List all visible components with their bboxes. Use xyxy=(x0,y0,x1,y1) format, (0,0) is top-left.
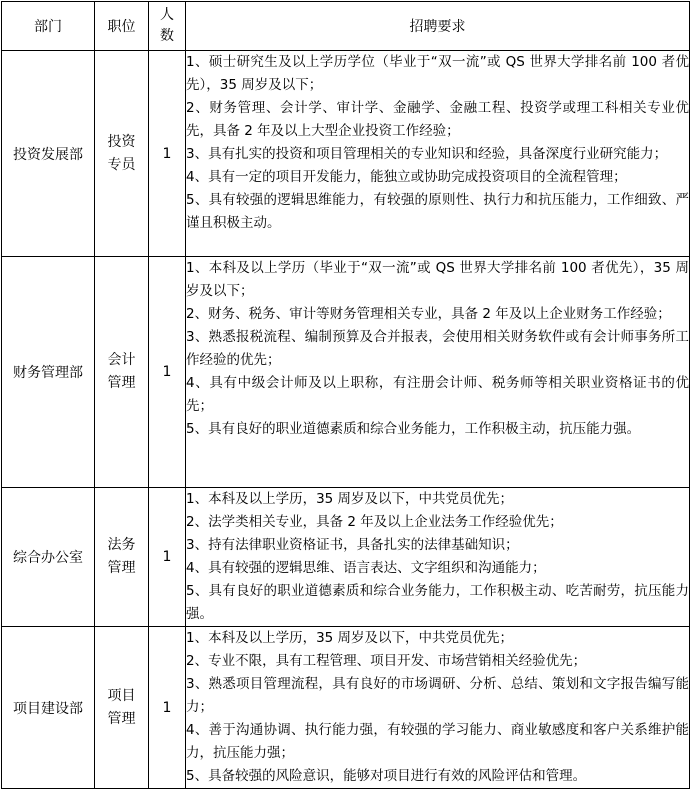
header-count-line2: 数 xyxy=(160,28,174,44)
count-cell: 1 xyxy=(149,51,186,257)
position-line2: 专员 xyxy=(107,156,136,173)
requirement-item: 2、专业不限，具有工程管理、项目开发、市场营销相关经验优先； xyxy=(186,653,587,669)
department-cell: 综合办公室 xyxy=(2,488,95,627)
position-line2: 管理 xyxy=(107,710,136,727)
requirement-item: 5、具有较强的逻辑思维能力，有较强的原则性、执行力和抗压能力，工作细致、严谨且积极主动。 xyxy=(186,192,689,231)
requirement-item: 3、熟悉报税流程、编制预算及合并报表，会使用相关财务软件或有会计师事务所工作经验的优先； xyxy=(186,329,689,368)
count-cell: 1 xyxy=(149,257,186,488)
table-row xyxy=(2,257,690,488)
requirements-cell xyxy=(186,488,690,627)
requirements-cell xyxy=(186,257,690,488)
recruitment-table xyxy=(1,1,690,789)
position-cell xyxy=(95,488,149,627)
department-cell: 项目建设部 xyxy=(2,627,95,789)
requirement-item: 3、熟悉项目管理流程，具有良好的市场调研、分析、总结、策划和文字报告编写能力； xyxy=(186,676,689,715)
header-count xyxy=(149,2,186,51)
position-cell xyxy=(95,627,149,789)
requirement-item: 1、本科及以上学历（毕业于“双一流”或 QS 世界大学排名前 100 者优先），35 周岁及以下； xyxy=(186,260,689,299)
requirement-item: 4、善于沟通协调、执行能力强，有较强的学习能力、商业敏感度和客户关系维护能力，抗压能力强； xyxy=(186,722,689,761)
requirement-item: 2、财务、税务、审计等财务管理相关专业，具备 2 年及以上企业财务工作经验； xyxy=(186,306,671,322)
requirements-cell xyxy=(186,51,690,257)
department-cell: 投资发展部 xyxy=(2,51,95,257)
requirement-item: 1、本科及以上学历，35 周岁及以下，中共党员优先； xyxy=(186,630,514,646)
position-line1: 投资 xyxy=(107,133,136,150)
count-cell: 1 xyxy=(149,488,186,627)
requirement-item: 1、本科及以上学历，35 周岁及以下，中共党员优先； xyxy=(186,491,514,507)
table-row xyxy=(2,627,690,789)
requirement-item: 5、具有良好的职业道德素质和综合业务能力，工作积极主动，抗压能力强。 xyxy=(186,421,641,437)
header-position: 职位 xyxy=(95,2,149,51)
table-row xyxy=(2,51,690,257)
header-count-line1: 人 xyxy=(160,7,174,23)
requirement-item: 3、持有法律职业资格证书，具备扎实的法律基础知识； xyxy=(186,537,519,553)
header-requirements: 招聘要求 xyxy=(186,2,690,51)
position-line1: 会计 xyxy=(107,352,136,368)
department-cell: 财务管理部 xyxy=(2,257,95,488)
requirement-item: 2、法学类相关专业，具备 2 年及以上企业法务工作经验优先； xyxy=(186,514,563,530)
position-cell xyxy=(95,257,149,488)
header-row xyxy=(2,2,690,51)
requirement-item: 2、财务管理、会计学、审计学、金融学、金融工程、投资学或理工科相关专业优先，具备 2 年及以上大型企业投资工作经验； xyxy=(186,100,689,139)
count-cell: 1 xyxy=(149,627,186,789)
requirement-item: 3、具有扎实的投资和项目管理相关的专业知识和经验，具备深度行业研究能力； xyxy=(186,146,668,162)
requirement-item: 5、具有良好的职业道德素质和综合业务能力，工作积极主动、吃苦耐劳，抗压能力强。 xyxy=(186,583,689,622)
position-line2: 管理 xyxy=(107,375,136,391)
position-line1: 法务 xyxy=(107,537,136,553)
position-cell xyxy=(95,51,149,257)
requirement-item: 1、硕士研究生及以上学历学位（毕业于“双一流”或 QS 世界大学排名前 100 者优先），35 周岁及以下； xyxy=(186,54,689,93)
requirements-cell xyxy=(186,627,690,789)
position-line1: 项目 xyxy=(107,687,136,704)
header-department: 部门 xyxy=(2,2,95,51)
requirement-item: 4、具有较强的逻辑思维、语言表达、文字组织和沟通能力； xyxy=(186,560,546,576)
requirement-item: 5、具备较强的风险意识，能够对项目进行有效的风险评估和管理。 xyxy=(186,768,587,784)
requirement-item: 4、具有中级会计师及以上职称，有注册会计师、税务师等相关职业资格证书的优先； xyxy=(186,375,689,414)
table-row xyxy=(2,488,690,627)
requirement-item: 4、具有一定的项目开发能力，能独立或协助完成投资项目的全流程管理； xyxy=(186,169,627,185)
position-line2: 管理 xyxy=(107,560,136,576)
